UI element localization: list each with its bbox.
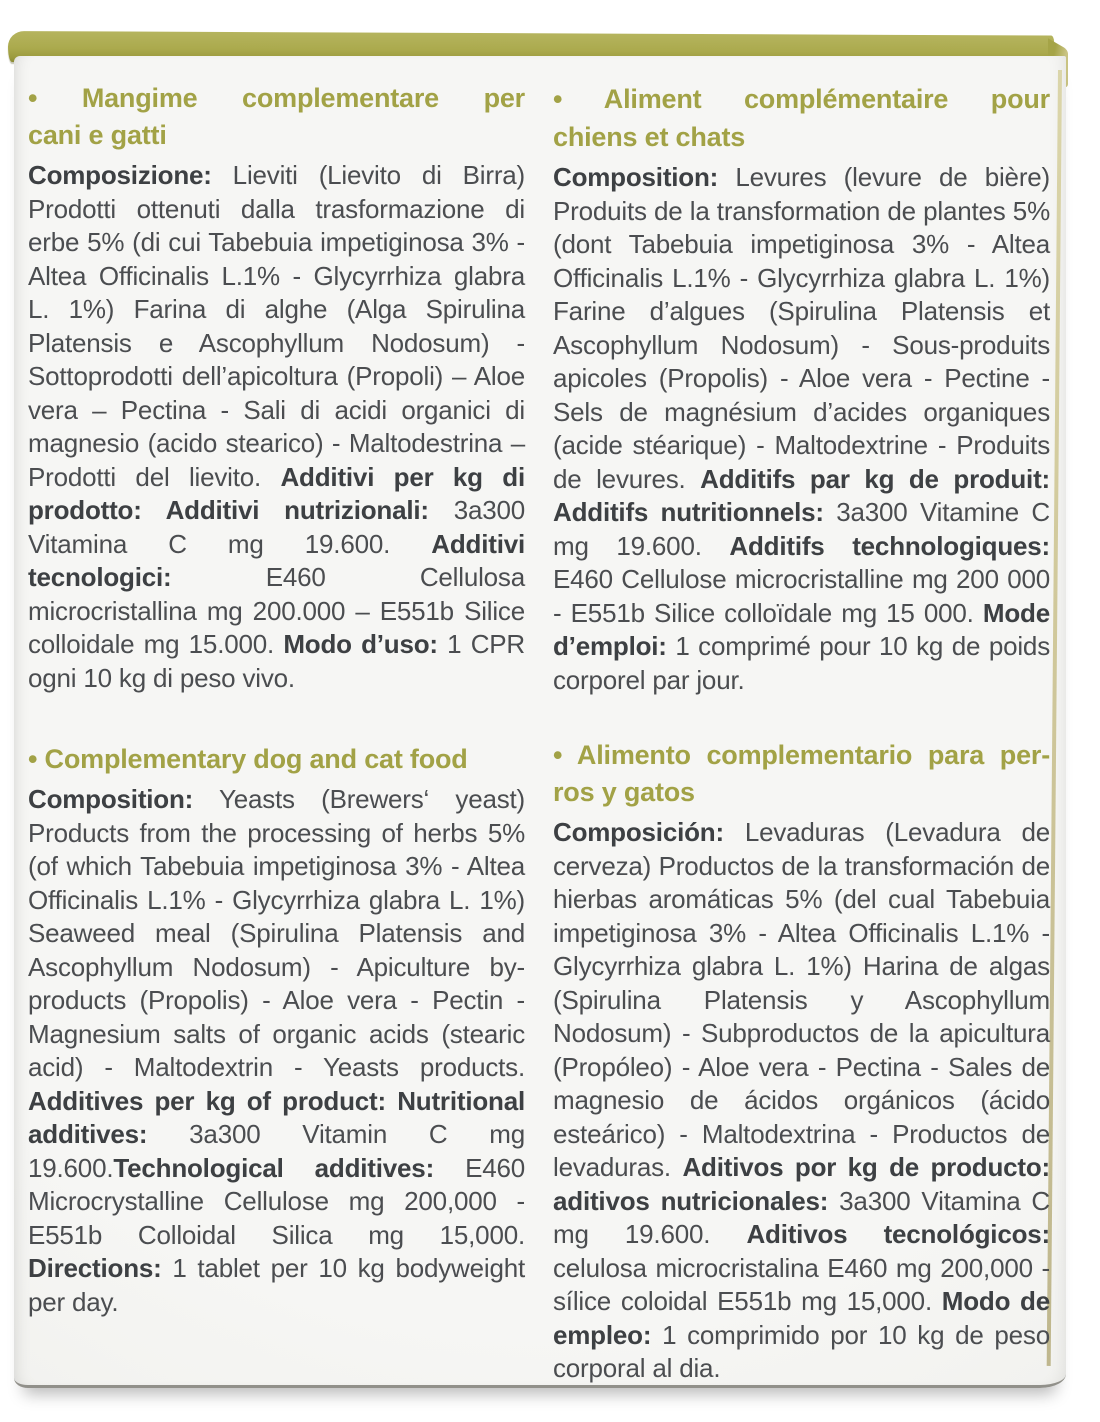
block-body-french: Composition: Levures (levure de bière) Produits de la transformation de plantes 5% (dont Tabebuia impetiginosa 3% - Altea Officinalis L.1% - Glycyrrhiza glabra L. 1%) Farine d’algues (Spirulina Platensis et Ascophyllum Nodosum) - Sous-produits apicoles (Propolis) - Aloe vera - Pectine - Sels de magnésium d’acides organiques (acide stéarique) - Maltodextrine - Produits de levures. Additifs par kg de produit: Additifs nutritionnels: 3a300 Vitamine C mg 19.600. Additifs technologiques: E460 Cellulose microcristalline mg 200 000 - E551b Silice colloïdale mg 15 000. Mode d’emploi: 1 comprimé pour 10 kg de poids corporel par jour. [553, 162, 1050, 695]
block-heading-spanish: • Alimento complementario para per- ros y gatos [553, 740, 1050, 807]
right-column [553, 80, 1050, 1386]
block-body-italian: Composizione: Lieviti (Lievito di Birra) Prodotti ottenuti dalla trasformazione di erbe 5% (di cui Tabebuia impetiginosa 3% - Altea Officinalis L.1% - Glycyrrhiza glabra L. 1%) Farina di alghe (Alga Spirulina Platensis e Ascophyllum Nodosum) - Sottoprodotti dell’apicoltura (Propoli) – Aloe vera – Pectina - Sali di acidi organici di magnesio (acido stearico) - Maltodestrina – Prodotti del lievito. Additivi per kg di prodotto: Additivi nutrizionali: 3a300 Vitamina C mg 19.600. Additivi tecnologici: E460 Cellulosa microcristallina mg 200.000 – E551b Silice colloidale mg 15.000. Modo d’uso: 1 CPR ogni 10 kg di peso vivo. [28, 160, 525, 693]
block-body-english: Composition: Yeasts (Brewers‘ yeast) Products from the processing of herbs 5% (of which Tabebuia impetiginosa 3% - Altea Officinalis L.1% - Glycyrrhiza glabra L. 1%) Seaweed meal (Spirulina Platensis and Ascophyllum Nodosum) - Apiculture by-products (Propolis) - Aloe vera - Pectin - Magnesium salts of organic acids (stearic acid) - Maltodextrin - Yeasts products. Additives per kg of product: Nutritional additives: 3a300 Vitamin C mg 19.600.Technological additives: E460 Microcrystalline Cellulose mg 200,000 - E551b Colloidal Silica mg 15,000. Directions: 1 tablet per 10 kg bodyweight per day. [28, 784, 525, 1317]
label-block-english [28, 741, 525, 1319]
label-block-spanish [553, 737, 1050, 1386]
block-heading-french: • Aliment complémentaire pour chiens et chats [553, 84, 1050, 152]
block-body-spanish: Composición: Levaduras (Levadura de cerveza) Productos de la transformación de hierbas aromáticas 5% (del cual Tabebuia impetiginosa 3% - Altea Officinalis L.1% - Glycyrrhiza glabra L. 1%) Harina de algas (Spirulina Platensis y Ascophyllum Nodosum) - Subproductos de la apicultura (Propóleo) - Aloe vera - Pectina - Sales de magnesio de ácidos orgánicos (ácido esteárico) - Maltodextrina - Productos de levaduras. Aditivos por kg de producto: aditivos nutricionales: 3a300 Vitamina C mg 19.600. Aditivos tecnológicos: celulosa microcristalina E460 mg 200,000 - sílice coloidal E551b mg 15,000. Modo de empleo: 1 comprimido por 10 kg de peso corporal al dia. [553, 817, 1051, 1383]
label-content [28, 80, 1050, 1386]
label-block-french [553, 80, 1050, 697]
left-column [28, 80, 525, 1386]
label-block-italian [28, 80, 525, 695]
block-heading-english: • Complementary dog and cat food [28, 744, 468, 774]
block-heading-italian: • Mangime complementare per cani e gatti [28, 83, 525, 150]
